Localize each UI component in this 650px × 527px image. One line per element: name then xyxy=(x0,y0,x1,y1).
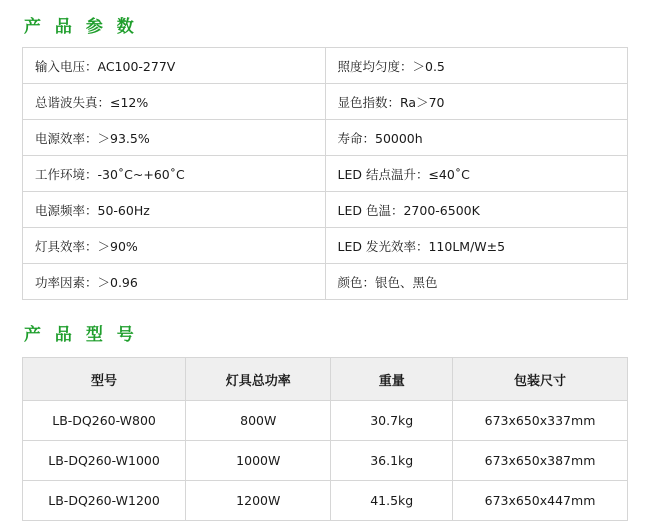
table-row xyxy=(23,264,628,300)
product-model-table xyxy=(22,357,628,521)
spec-section-title: 产 品 参 数 xyxy=(24,17,138,37)
table-row xyxy=(23,120,628,156)
column-header-weight: 重量 xyxy=(331,358,453,401)
spec-cell: 功率因素：＞0.96 xyxy=(23,264,326,300)
spec-cell: 颜色：银色、黑色 xyxy=(325,264,628,300)
spec-cell: 总谐波失真：≤12% xyxy=(23,84,326,120)
model-cell: LB-DQ260-W800 xyxy=(23,401,186,441)
model-cell: 800W xyxy=(186,401,331,441)
model-cell: LB-DQ260-W1200 xyxy=(23,481,186,521)
spec-cell: LED 色温：2700-6500K xyxy=(325,192,628,228)
model-cell: LB-DQ260-W1000 xyxy=(23,441,186,481)
spec-cell: 照度均匀度：＞0.5 xyxy=(325,48,628,84)
table-row xyxy=(23,192,628,228)
table-row xyxy=(23,84,628,120)
table-row xyxy=(23,228,628,264)
column-header-power: 灯具总功率 xyxy=(186,358,331,401)
model-cell: 36.1kg xyxy=(331,441,453,481)
model-cell: 1000W xyxy=(186,441,331,481)
model-cell: 1200W xyxy=(186,481,331,521)
table-header-row xyxy=(23,358,628,401)
spec-cell: 寿命：50000h xyxy=(325,120,628,156)
product-parameters-table xyxy=(22,47,628,300)
model-cell: 41.5kg xyxy=(331,481,453,521)
spec-cell: LED 发光效率：110LM/W±5 xyxy=(325,228,628,264)
spec-cell: 电源效率：＞93.5% xyxy=(23,120,326,156)
spec-cell: 工作环境：-30˚C~+60˚C xyxy=(23,156,326,192)
model-section-title: 产 品 型 号 xyxy=(24,325,138,345)
spec-cell: 输入电压：AC100-277V xyxy=(23,48,326,84)
table-row xyxy=(23,48,628,84)
spec-cell: 灯具效率：＞90% xyxy=(23,228,326,264)
spec-cell: 显色指数：Ra＞70 xyxy=(325,84,628,120)
table-row xyxy=(23,441,628,481)
model-cell: 673x650x447mm xyxy=(453,481,628,521)
spec-cell: 电源频率：50-60Hz xyxy=(23,192,326,228)
table-row xyxy=(23,156,628,192)
column-header-package-size: 包装尺寸 xyxy=(453,358,628,401)
model-cell: 30.7kg xyxy=(331,401,453,441)
model-cell: 673x650x387mm xyxy=(453,441,628,481)
table-row xyxy=(23,401,628,441)
table-row xyxy=(23,481,628,521)
model-cell: 673x650x337mm xyxy=(453,401,628,441)
spec-cell: LED 结点温升：≤40˚C xyxy=(325,156,628,192)
column-header-model: 型号 xyxy=(23,358,186,401)
